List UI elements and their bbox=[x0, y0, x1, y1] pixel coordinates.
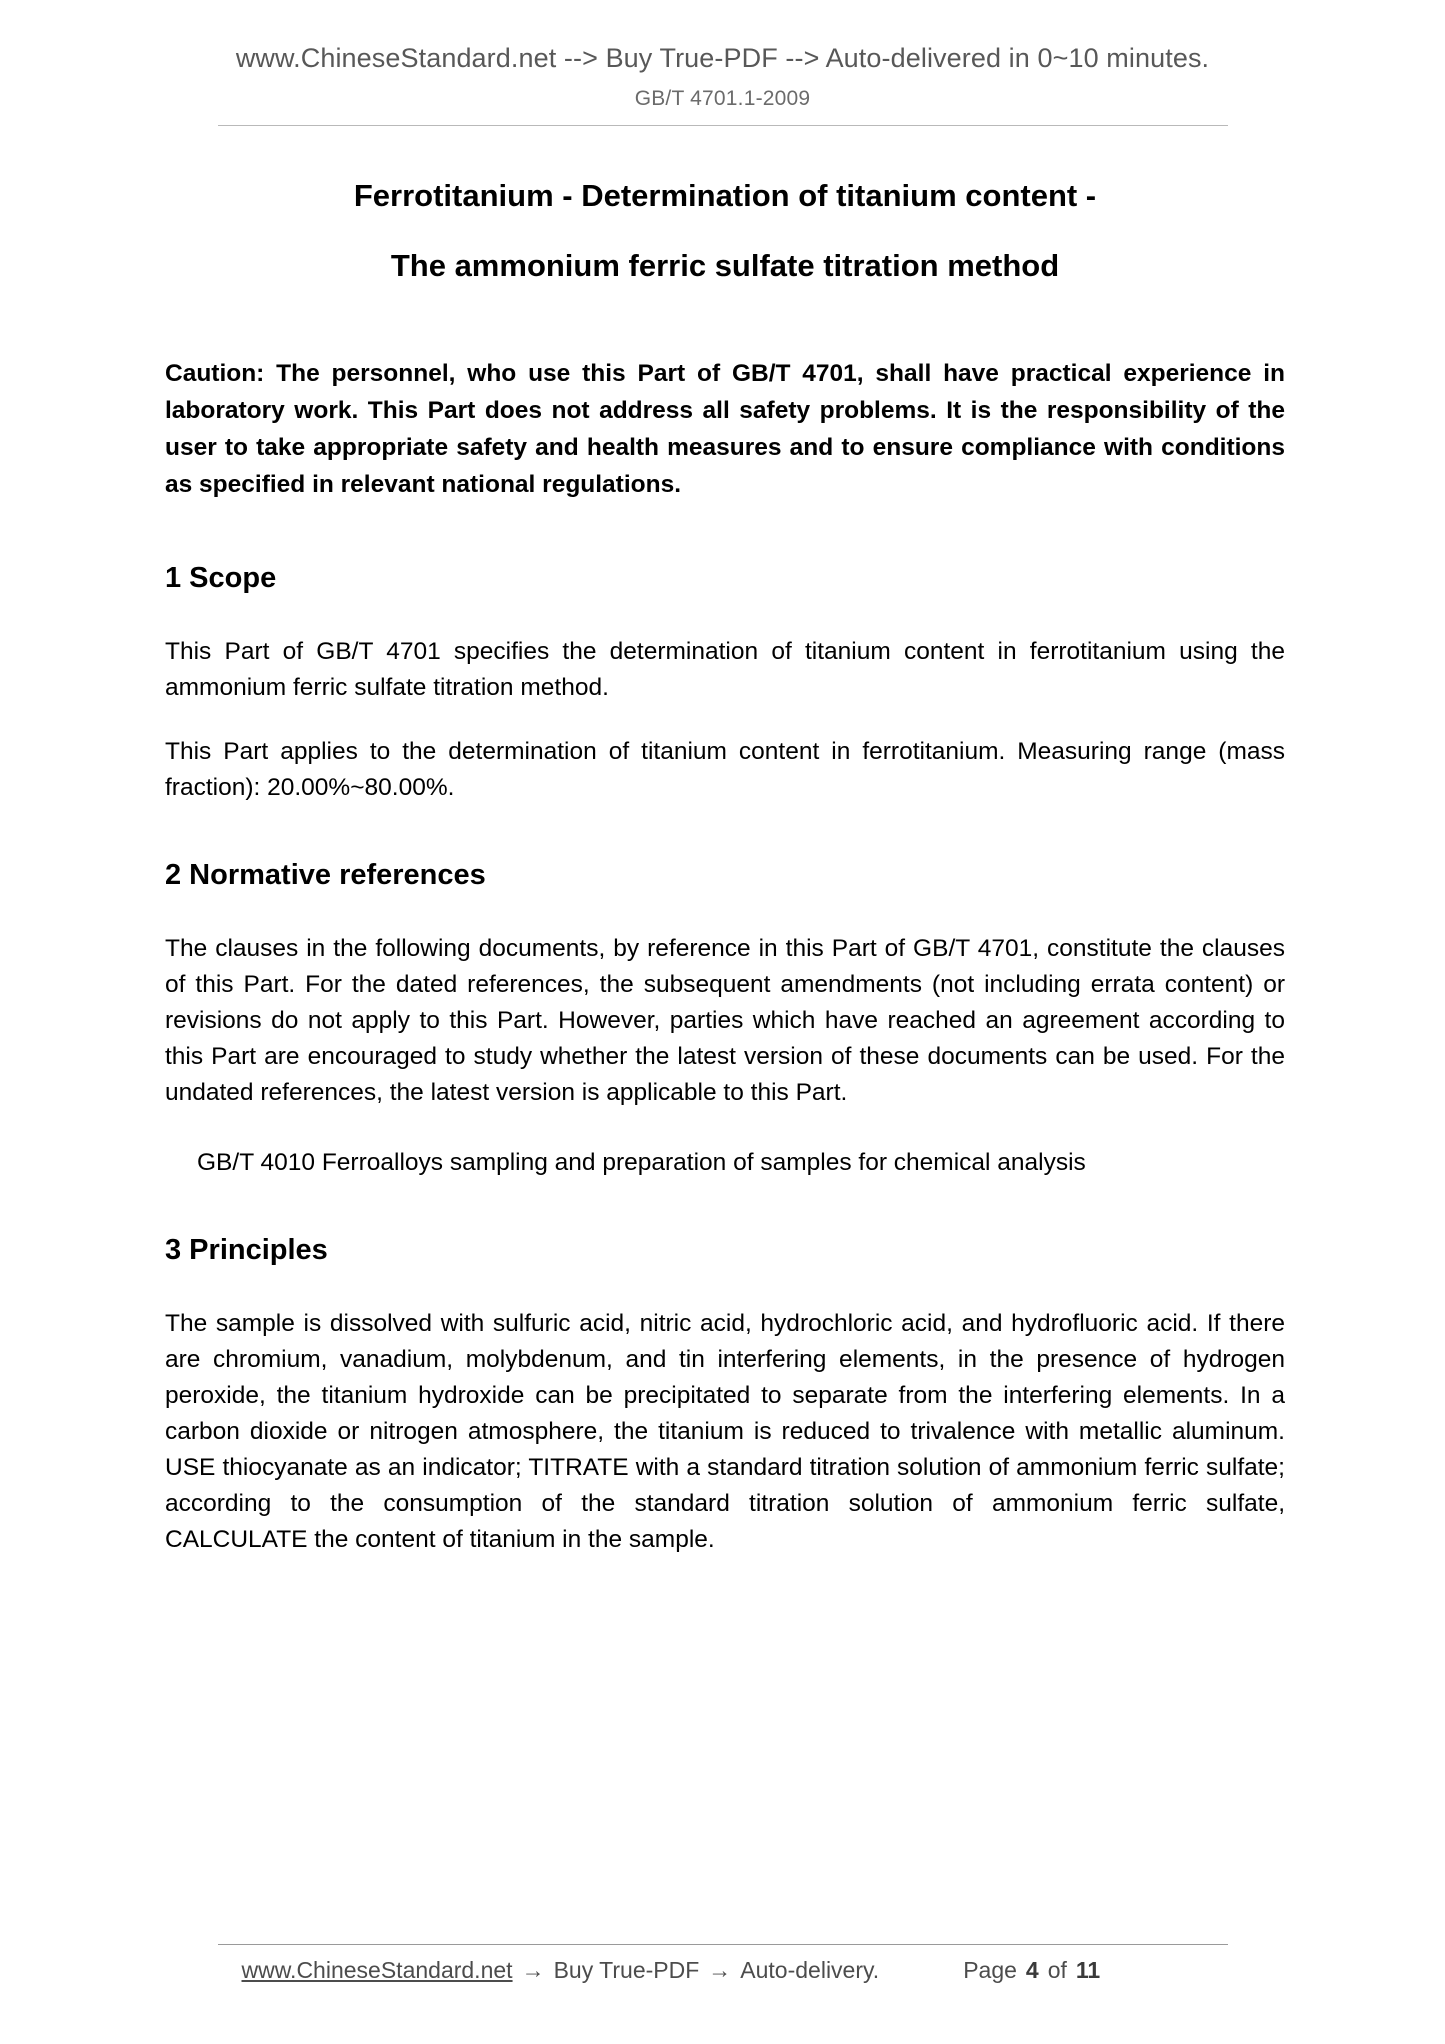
page-header bbox=[0, 0, 1445, 126]
principles-paragraph-1: The sample is dissolved with sulfuric acid, nitric acid, hydrochloric acid, and hydrofluoric acid. If there are chromium, vanadium, molybdenum, and tin interfering elements, in the presence of hydrogen peroxide, the titanium hydroxide can be precipitated to separate from the interfering elements. In a carbon dioxide or nitrogen atmosphere, the titanium is reduced to trivalence with metallic aluminum. USE thiocyanate as an indicator; TITRATE with a standard titration solution of ammonium ferric sulfate; according to the consumption of the standard titration solution of ammonium ferric sulfate, CALCULATE the content of titanium in the sample. bbox=[165, 1309, 1285, 1553]
footer-site-link[interactable]: www.ChineseStandard.net bbox=[241, 1957, 513, 1983]
header-promo-text: www.ChineseStandard.net --> Buy True-PDF --> Auto-delivered in 0~10 minutes. bbox=[235, 43, 1210, 73]
footer-page-total: 11 bbox=[1075, 1957, 1101, 1983]
right-arrow-icon: → bbox=[521, 1957, 545, 1983]
footer-pagination bbox=[963, 1957, 1100, 1984]
normative-paragraph-1: The clauses in the following documents, by reference in this Part of GB/T 4701, constitute the clauses of this Part. For the dated references, the subsequent amendments (not including errata content) or revisions do not apply to this Part. However, parties which have reached an agreement according to this Part are encouraged to study whether the latest version of these documents can be used. For the undated references, the latest version is applicable to this Part. bbox=[165, 934, 1285, 1106]
header-standard-number: GB/T 4701.1-2009 bbox=[634, 86, 811, 110]
footer-delivery-text: Auto-delivery. bbox=[740, 1957, 880, 1983]
section-heading-scope: 1 Scope bbox=[165, 562, 277, 595]
section-heading-normative-references: 2 Normative references bbox=[165, 859, 486, 892]
page-footer bbox=[0, 1944, 1445, 1984]
footer-buy-text: Buy True-PDF bbox=[553, 1957, 700, 1983]
footer-of-label: of bbox=[1047, 1957, 1067, 1983]
document-title-line-1: Ferrotitanium - Determination of titanium content - bbox=[353, 177, 1097, 213]
footer-page-number: 4 bbox=[1025, 1957, 1039, 1983]
scope-paragraph-2: This Part applies to the determination of titanium content in ferrotitanium. Measuring range (mass fraction): 20.00%~80.00%. bbox=[165, 738, 1285, 802]
footer-promo bbox=[218, 1957, 880, 1984]
footer-row bbox=[218, 1945, 1228, 1984]
normative-reference-item: GB/T 4010 Ferroalloys sampling and preparation of samples for chemical analysis bbox=[197, 1148, 1086, 1176]
right-arrow-icon-2: → bbox=[708, 1957, 732, 1983]
document-title-line-2: The ammonium ferric sulfate titration method bbox=[390, 248, 1060, 284]
scope-paragraph-1: This Part of GB/T 4701 specifies the determination of titanium content in ferrotitanium using the ammonium ferric sulfate titration method. bbox=[165, 638, 1285, 702]
document-title bbox=[165, 176, 1285, 287]
section-heading-principles: 3 Principles bbox=[165, 1233, 328, 1266]
caution-paragraph: Caution: The personnel, who use this Part of GB/T 4701, shall have practical experience in laboratory work. This Part does not address all safety problems. It is the responsibility of the user to take appropriate safety and health measures and to ensure compliance with conditions as specified in relevant national regulations. bbox=[165, 360, 1285, 498]
document-content bbox=[0, 126, 1445, 2044]
footer-page-label: Page bbox=[963, 1957, 1017, 1983]
